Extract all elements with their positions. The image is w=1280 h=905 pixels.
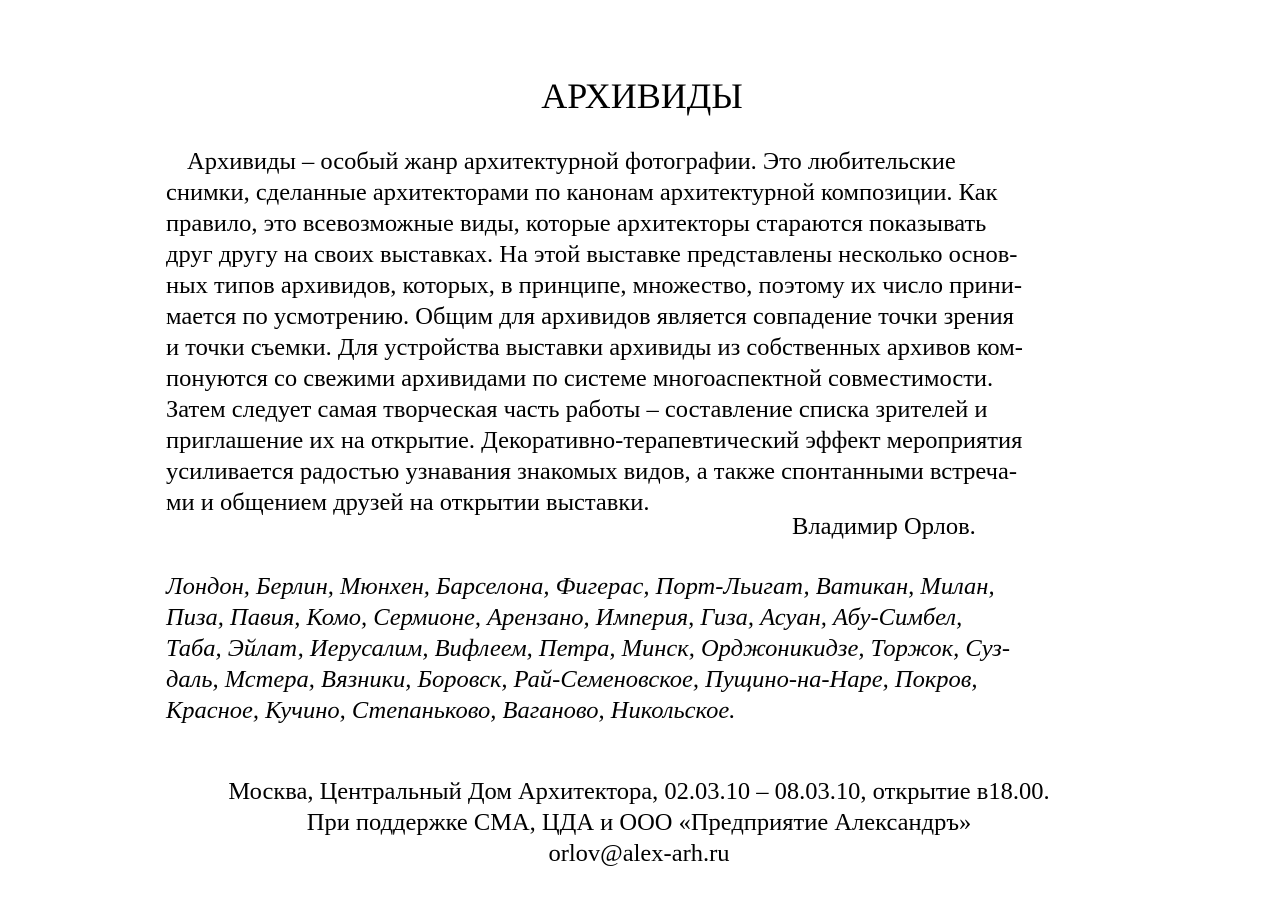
body-line: правило, это всевозможные виды, которые архитекторы стараются показывать (166, 210, 987, 237)
venue-dates: Москва, Центральный Дом Архитектора, 02.03.10 – 08.03.10, открытие в18.00. (228, 778, 1050, 805)
cities-line: Лондон, Берлин, Мюнхен, Барселона, Фигерас, Порт-Льигат, Ватикан, Милан, (166, 573, 995, 600)
body-line: Затем следует самая творческая часть работы – составление списка зрителей и (166, 396, 988, 423)
body-line: снимки, сделанные архитекторами по канонам архитектурной композиции. Как (166, 179, 998, 206)
contact-email: orlov@alex-arh.ru (548, 840, 730, 867)
support-credits: При поддержке СМА, ЦДА и ООО «Предприятие Александръ» (306, 809, 972, 836)
cities-line: Таба, Эйлат, Иерусалим, Вифлеем, Петра, Минск, Орджоникидзе, Торжок, Суз- (166, 635, 1010, 662)
body-line: Архивиды – особый жанр архитектурной фотографии. Это любительские (187, 148, 956, 175)
body-paragraph (166, 146, 1146, 518)
body-line: ми и общением друзей на открытии выставки. (166, 489, 650, 516)
cities-line: Красное, Кучино, Степаньково, Ваганово, Никольское. (166, 697, 736, 724)
body-line: мается по усмотрению. Общим для архивидов является совпадение точки зрения (166, 303, 1014, 330)
body-line: приглашение их на открытие. Декоративно-терапевтический эффект мероприятия (166, 427, 1023, 454)
body-line: ных типов архивидов, которых, в принципе, множество, поэтому их число прини- (166, 272, 1022, 299)
body-line: и точки съемки. Для устройства выставки архивиды из собственных архивов ком- (166, 334, 1023, 361)
body-line: усиливается радостью узнавания знакомых видов, а также спонтанными встреча- (166, 458, 1017, 485)
body-line: понуются со свежими архивидами по системе многоаспектной совместимости. (166, 365, 994, 392)
footer (0, 776, 1278, 869)
body-line: друг другу на своих выставках. На этой выставке представлены несколько основ- (166, 241, 1018, 268)
cities-line: даль, Мстера, Вязники, Боровск, Рай-Семеновское, Пущино-на-Наре, Покров, (166, 666, 978, 693)
page-title: АРХИВИДЫ (541, 76, 743, 116)
cities-line: Пиза, Павия, Комо, Сермионе, Арензано, Империя, Гиза, Асуан, Абу-Симбел, (166, 604, 963, 631)
cities-list (166, 571, 1146, 726)
author-signature: Владимир Орлов. (792, 513, 976, 540)
